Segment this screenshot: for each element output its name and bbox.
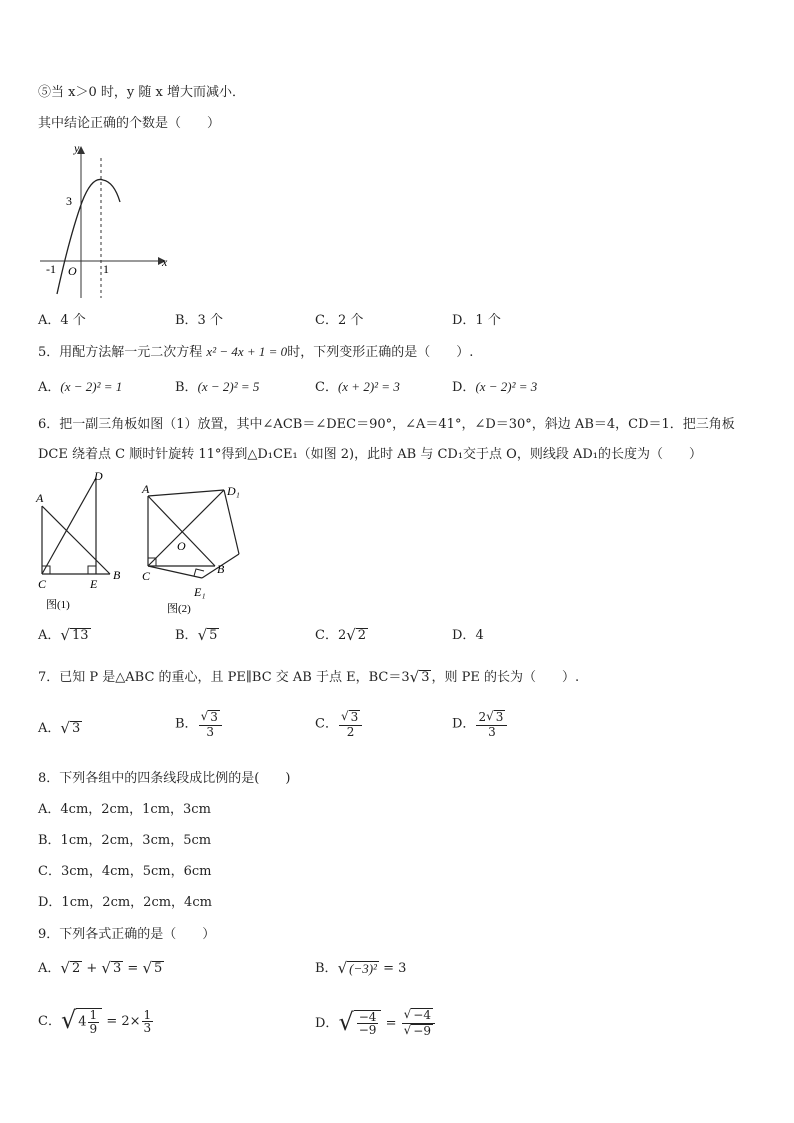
fig1-label-c: C <box>38 577 47 591</box>
q5-equation: x² − 4x + 1 = 0 <box>206 344 288 359</box>
q7-option-c: C． √ 3 2 <box>315 710 363 738</box>
fig1-label-d: D <box>94 469 103 483</box>
label-neg1: -1 <box>46 262 56 276</box>
q6-option-a: A． √ 13 <box>38 625 89 644</box>
q8-option-b: B．1cm，2cm，3cm，5cm <box>38 833 212 848</box>
q8-stem: 8．下列各组中的四条线段成比例的是( ) <box>38 771 291 786</box>
label-3: 3 <box>66 194 72 208</box>
label-y: y <box>74 141 80 155</box>
fig1-caption: 图(1) <box>46 599 70 611</box>
q5-option-b: B．(x − 2)² = 5 <box>175 379 260 395</box>
q5-stem: 5．用配方法解一元二次方程 x² − 4x + 1 = 0时，下列变形正确的是（ ）. <box>38 344 474 360</box>
fig1-label-a: A <box>36 491 44 505</box>
q4-option-b: B．3 个 <box>175 313 223 328</box>
q8-option-a: A．4cm，2cm，1cm，3cm <box>38 802 211 817</box>
label-1: 1 <box>103 262 109 276</box>
q5-option-c: C．(x + 2)² = 3 <box>315 379 400 395</box>
fig2-label-a: A <box>142 482 150 496</box>
q4-stem: 其中结论正确的个数是（ ） <box>38 116 221 131</box>
q7-option-a: A． √ 3 <box>38 718 81 737</box>
fig1-label-b: B <box>113 568 121 582</box>
q9-option-b: B． √ (−3)² = 3 <box>315 958 407 977</box>
fig1-label-e: E <box>90 577 98 591</box>
q9-option-d: D． √ $\frac{-4}{-9}$ = √ −4 √ −9 <box>315 1008 436 1039</box>
q5-option-d: D．(x − 2)² = 3 <box>452 379 538 395</box>
q4-option-d: D．1 个 <box>452 313 501 328</box>
fig2-label-o: O <box>177 539 186 553</box>
fig2-caption: 图(2) <box>167 603 191 615</box>
q4-option-c: C．2 个 <box>315 313 364 328</box>
fig2-label-b: B <box>217 562 225 576</box>
q7-option-d: D． 2 √ 3 3 <box>452 710 508 738</box>
q4-item5: ⑤当 x＞0 时，y 随 x 增大而减小． <box>38 85 245 100</box>
label-x: x <box>162 255 168 269</box>
q6-figures <box>32 468 247 618</box>
q4-option-a: A．4 个 <box>38 313 86 328</box>
label-o: O <box>68 264 77 278</box>
fig2-label-d1: D₁ <box>227 484 240 498</box>
figure-2 <box>141 482 240 615</box>
q7-stem: 7．已知 P 是△ABC 的重心，且 PE∥BC 交 AB 于点 E，BC＝3 √ 3 ，则 PE 的长为（ ）. <box>38 667 580 686</box>
q6-stem-line2: DCE 绕着点 C 顺时针旋转 11°得到△D₁CE₁（如图 2)，此时 AB 与 CD₁交于点 O，则线段 AD₁的长度为（ ） <box>38 447 702 462</box>
q9-option-a: A． √ 2 + √ 3 = √ 5 <box>38 958 163 977</box>
q9-stem: 9．下列各式正确的是（ ） <box>38 927 216 942</box>
q6-stem-line1: 6．把一副三角板如图（1）放置，其中∠ACB＝∠DEC＝90°，∠A＝41°，∠D＝30°，斜边 AB＝4，CD＝1．把三角板 <box>38 417 735 432</box>
q8-option-c: C．3cm，4cm，5cm，6cm <box>38 864 212 879</box>
q5-option-a: A．(x − 2)² = 1 <box>38 379 123 395</box>
q6-option-d: D．4 <box>452 628 484 643</box>
fig2-label-c: C <box>142 569 151 583</box>
q7-option-b: B． √ 3 3 <box>175 710 223 738</box>
q8-option-d: D．1cm，2cm，2cm，4cm <box>38 895 212 910</box>
figure-1 <box>35 469 121 611</box>
q9-option-c: C． √ 4 $\frac{1}{9}$ = 2× $\frac{1}{3}$ <box>38 1006 152 1036</box>
fig2-label-e1: E₁ <box>194 585 206 599</box>
q4-parabola-graph <box>30 140 175 302</box>
q6-option-b: B． √ 5 <box>175 625 218 644</box>
q6-option-c: C．2 √ 2 <box>315 625 367 644</box>
